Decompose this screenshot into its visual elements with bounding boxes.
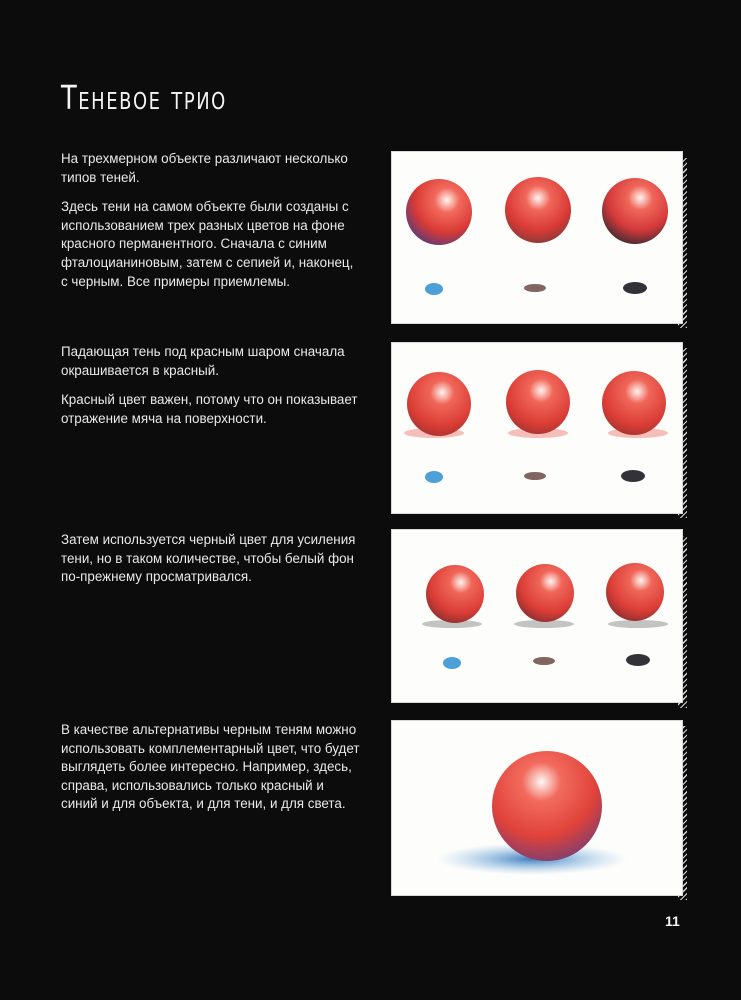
swatch-black [623, 282, 647, 294]
paragraph: Падающая тень под красным шаром сначала окрашивается в красный. [61, 344, 345, 378]
illustration-panel-2 [392, 343, 682, 513]
sphere-large [492, 751, 602, 861]
sphere [606, 563, 664, 621]
paragraph: Затем используется черный цвет для усиления тени, но в таком количестве, чтобы белый фон по-прежнему просматривался. [61, 532, 356, 585]
three-spheres-self-shadow-illustration [392, 152, 682, 323]
swatch-phthalo-blue [425, 283, 443, 295]
sphere [407, 372, 471, 436]
sphere [516, 564, 574, 622]
sphere-complementary-shadow-illustration [392, 721, 682, 895]
swatch-phthalo-blue [443, 657, 461, 669]
text-block-black-shadow [61, 531, 361, 598]
swatch-sepia [524, 284, 546, 292]
text-block-cast-shadow [61, 343, 361, 439]
paragraph: На трехмерном объекте различают несколько типов теней. [61, 151, 348, 185]
illustration-panel-1 [392, 152, 682, 323]
paragraph: В качестве альтернативы черным теням можно использовать комплементарный цвет, что будет выглядеть более интересно. Например, здесь, справа, использовались только красный и синий и для объекта, и для тени, и для света. [61, 722, 360, 812]
sphere-blue-shadow [406, 179, 472, 245]
illustration-panel-3 [392, 530, 682, 702]
paragraph: Красный цвет важен, потому что он показывает отражение мяча на поверхности. [61, 392, 358, 426]
spheres-red-cast-shadow-illustration [392, 343, 682, 513]
text-block-intro [61, 150, 361, 302]
sphere-black-shadow [602, 178, 668, 244]
sphere-sepia-shadow [505, 177, 571, 243]
sphere [506, 370, 570, 434]
swatch-black [626, 654, 650, 666]
swatch-sepia [524, 472, 546, 480]
paragraph: Здесь тени на самом объекте были созданы с использованием трех разных цветов на фоне красного перманентного. Сначала с синим фталоцианиновым, затем с сепией и, наконец, с черным. Все примеры приемлемы. [61, 199, 354, 289]
swatch-phthalo-blue [425, 471, 443, 483]
swatch-sepia [533, 657, 555, 665]
illustration-panel-4 [392, 721, 682, 895]
page-title: Теневое трио [61, 78, 227, 117]
spheres-black-cast-shadow-illustration [392, 530, 682, 702]
swatch-black [621, 470, 645, 482]
sphere [426, 565, 484, 623]
page-number: 11 [665, 913, 680, 929]
sphere [602, 371, 666, 435]
text-block-complementary [61, 721, 361, 825]
